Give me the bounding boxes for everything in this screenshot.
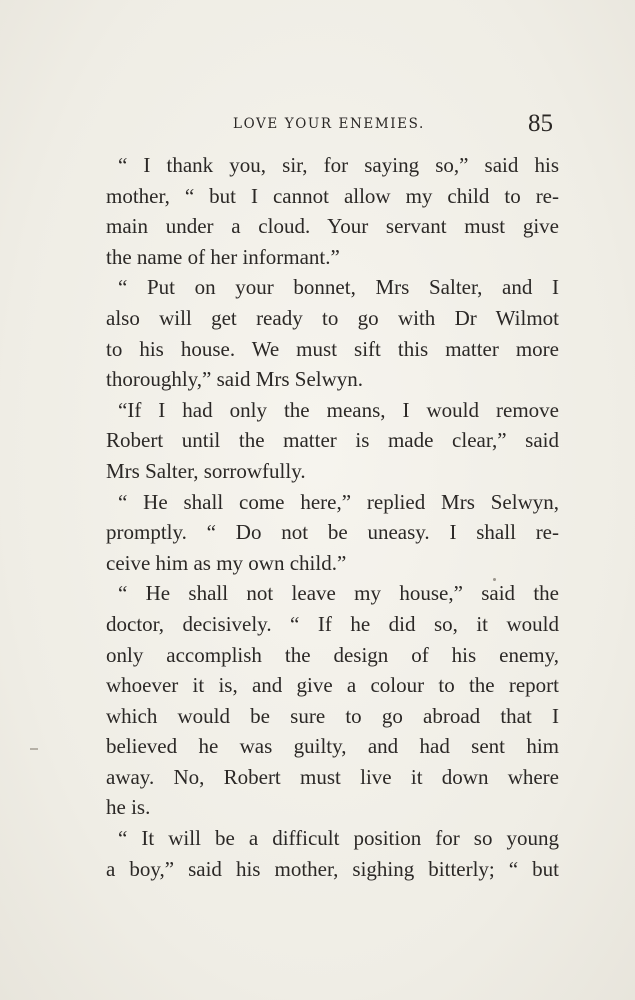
paragraph bbox=[106, 823, 559, 884]
text-line: away. No, Robert must live it down where bbox=[106, 764, 559, 789]
text-line: he is. bbox=[106, 795, 151, 820]
text-line: Robert until the matter is made clear,” said bbox=[106, 428, 559, 453]
paragraph bbox=[106, 487, 559, 579]
text-line: promptly. “ Do not be uneasy. I shall re- bbox=[106, 520, 559, 545]
text-line: believed he was guilty, and had sent him bbox=[106, 734, 559, 759]
text-line: “ I thank you, sir, for saying so,” said his bbox=[118, 153, 559, 177]
page-header bbox=[0, 110, 635, 140]
text-line: “If I had only the means, I would remove bbox=[118, 397, 559, 422]
text-line: Mrs Salter, sorrowfully. bbox=[106, 458, 306, 483]
body-text bbox=[106, 150, 559, 884]
text-line: ceive him as my own child.” bbox=[106, 550, 347, 575]
text-line: thoroughly,” said Mrs Selwyn. bbox=[106, 367, 364, 392]
text-line: doctor, decisively. “ If he did so, it would bbox=[106, 611, 559, 636]
paragraph bbox=[106, 578, 559, 823]
text-line: also will get ready to go with Dr Wilmot bbox=[106, 305, 559, 330]
running-head: LOVE YOUR ENEMIES. bbox=[233, 116, 425, 132]
text-line: “ It will be a difficult position for so young bbox=[118, 826, 559, 851]
text-line: “ He shall come here,” replied Mrs Selwyn, bbox=[118, 489, 559, 514]
text-line: whoever it is, and give a colour to the report bbox=[106, 673, 559, 698]
paragraph bbox=[106, 272, 559, 394]
paper-speck bbox=[493, 578, 496, 581]
paragraph bbox=[106, 150, 559, 272]
page-number: 85 bbox=[528, 110, 553, 137]
text-line: mother, “ but I cannot allow my child to re- bbox=[106, 183, 559, 208]
text-line: “ Put on your bonnet, Mrs Salter, and I bbox=[118, 275, 559, 300]
text-line: which would be sure to go abroad that I bbox=[106, 703, 559, 728]
paragraph bbox=[106, 395, 559, 487]
margin-mark bbox=[30, 748, 38, 750]
text-line: the name of her informant.” bbox=[106, 244, 340, 269]
text-line: only accomplish the design of his enemy, bbox=[106, 642, 559, 667]
text-line: “ He shall not leave my house,” said the bbox=[118, 581, 559, 606]
text-line: to his house. We must sift this matter more bbox=[106, 336, 559, 361]
text-line: a boy,” said his mother, sighing bitterly; “ but bbox=[106, 856, 559, 881]
text-line: main under a cloud. Your servant must give bbox=[106, 214, 559, 239]
